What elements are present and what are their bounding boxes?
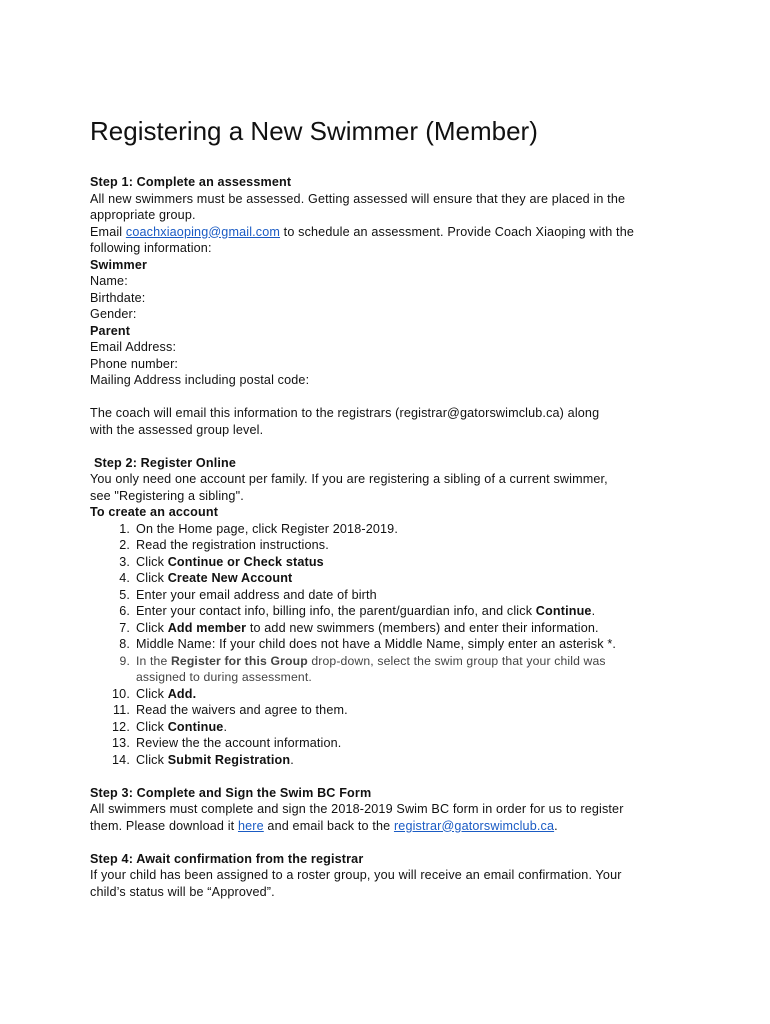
step3-line2 [90,818,690,835]
download-here-link[interactable]: here [237,818,264,833]
step4-line2: child’s status will be “Approved”. [90,884,275,899]
list-text: . [290,752,294,767]
parent-field: Phone number: [90,356,179,371]
registrar-email-link[interactable]: registrar@gatorswimclub.ca [393,818,555,833]
create-account-heading: To create an account [90,505,219,519]
list-number: 2. [119,538,130,552]
list-text: assigned to during assessment. [136,670,312,684]
parent-field: Email Address: [90,340,177,354]
step2-line2: see "Registering a sibling". [90,488,244,503]
list-text: On the Home page, click Register 2018-2019. [136,521,398,536]
list-text: In the [136,653,171,668]
list-item [90,521,690,538]
list-text: Click [136,571,168,585]
list-text: . [591,604,596,618]
list-number: 6. [119,604,130,618]
list-item [90,620,690,637]
list-number: 9. [119,653,130,668]
list-number: 8. [119,637,130,651]
parent-field: Mailing Address including postal code: [90,373,310,387]
list-number: 12. [112,719,130,734]
step3-text: . [554,818,558,833]
list-bold-text: Continue or Check status [167,554,324,569]
coach-email-link[interactable]: coachxiaoping@gmail.com [125,224,281,239]
step2-heading: Step 2: Register Online [94,455,237,470]
list-text: Click [136,752,168,767]
step4-heading: Step 4: Await confirmation from the registrar [90,851,364,866]
list-text: Enter your contact info, billing info, the parent/guardian info, and click [136,604,536,618]
list-item [90,603,690,620]
list-item [90,752,690,769]
email-suffix: to schedule an assessment. Provide Coach Xiaoping with the [280,224,635,239]
swimmer-heading: Swimmer [90,257,148,272]
list-text: Read the waivers and agree to them. [136,703,348,717]
step4-line1: If your child has been assigned to a roster group, you will receive an email confirmation. Your [90,868,622,882]
list-bold-text: Add member [167,620,247,635]
step3-text: them. Please download it [90,818,238,833]
email-prefix: Email [90,224,126,239]
step3-heading: Step 3: Complete and Sign the Swim BC Form [90,785,372,800]
list-number: 4. [119,571,130,585]
list-bold-text: Create New Account [167,571,293,585]
list-text: drop-down, select the swim group that your child was [307,653,606,668]
list-item [90,570,690,587]
list-item [90,702,690,719]
list-text: to add new swimmers (members) and enter their information. [246,620,599,635]
list-item [90,554,690,571]
swimmer-field: Gender: [90,307,137,321]
list-number: 1. [119,521,130,536]
list-number: 10. [112,686,130,701]
step2-line1: You only need one account per family. If you are registering a sibling of a current swimmer, [90,472,608,486]
list-number: 13. [112,736,130,750]
list-text: Click [136,719,168,734]
list-item [90,537,690,554]
step1-line4: following information: [90,241,212,255]
swimmer-field: Name: [90,274,128,288]
list-item [90,719,690,736]
list-number: 3. [119,554,130,569]
step3-line1: All swimmers must complete and sign the 2018-2019 Swim BC form in order for us to register [90,802,624,816]
step3-text: and email back to the [263,818,394,833]
list-item [90,587,690,604]
list-text: Review the the account information. [136,736,342,750]
list-item [90,653,690,686]
list-text: Click [136,620,168,635]
step1-line1: All new swimmers must be assessed. Getting assessed will ensure that they are placed in the [90,191,626,206]
list-item [90,735,690,752]
list-text: Middle Name: If your child does not have a Middle Name, simply enter an asterisk *. [136,637,617,651]
page-title: Registering a New Swimmer (Member) [90,116,538,146]
list-bold-text: Continue [535,604,592,618]
list-text: . [223,719,228,734]
list-text: Click [136,686,168,701]
list-bold-text: Register for this Group [170,653,308,668]
list-number: 7. [119,620,130,635]
list-text: Click [136,554,168,569]
document-body [90,174,690,900]
list-bold-text: Add. [167,686,197,701]
list-number: 5. [119,587,130,602]
list-bold-text: Submit Registration [167,752,291,767]
swimmer-field: Birthdate: [90,290,146,305]
list-number: 14. [112,752,130,767]
step1-heading: Step 1: Complete an assessment [90,175,292,189]
coach-line2: with the assessed group level. [90,422,264,437]
parent-heading: Parent [90,323,131,338]
step1-line2: appropriate group. [90,208,196,222]
coach-line1: The coach will email this information to the registrars (registrar@gatorswimclub.ca) along [90,406,600,420]
list-text: Read the registration instructions. [136,538,329,552]
list-number: 11. [112,703,130,717]
list-item [90,686,690,703]
list-item [90,636,690,653]
registration-steps-list [90,521,690,769]
list-text: Enter your email address and date of birth [136,587,377,602]
step1-email-line [90,224,690,241]
list-bold-text: Continue [167,719,224,734]
